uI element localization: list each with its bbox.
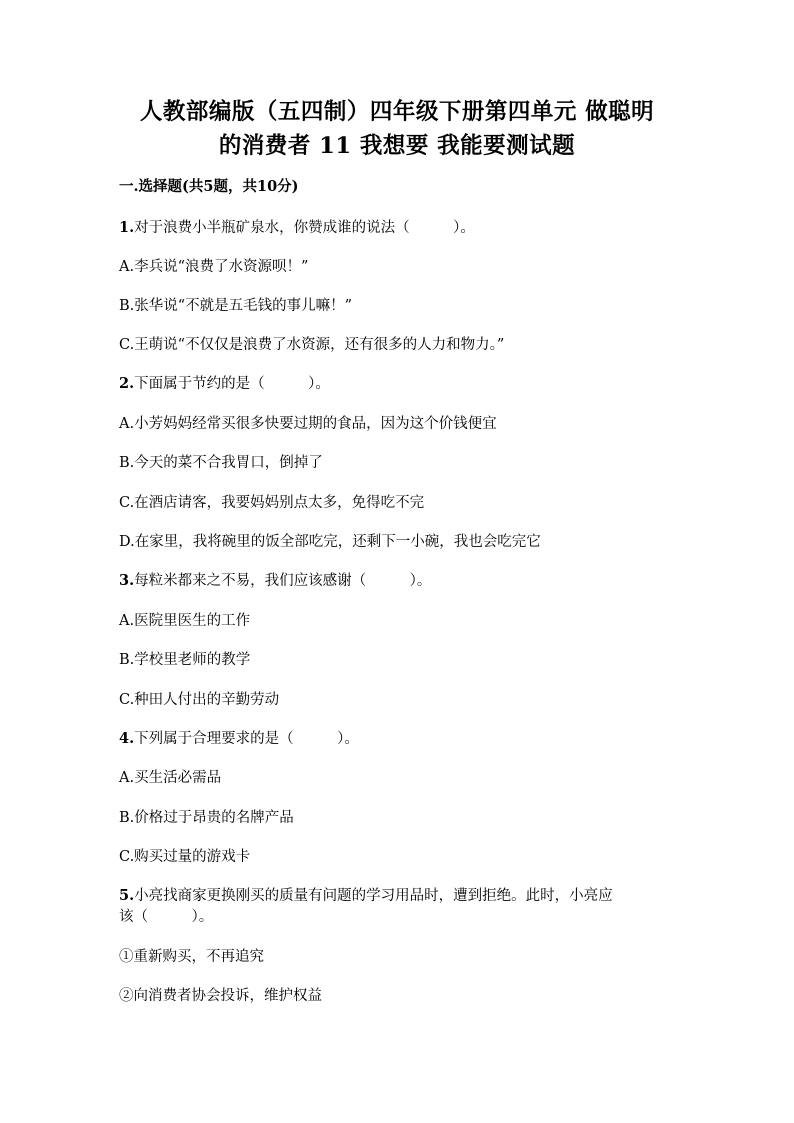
question-4-option-b: B.价格过于昂贵的名牌产品: [119, 810, 294, 826]
question-2-option-a: A.小芳妈妈经常买很多快要过期的食品，因为这个价钱便宜: [119, 416, 497, 432]
question-text: 每粒米都来之不易，我们应该感谢（ ）。: [134, 573, 432, 589]
question-4-option-a: A.买生活必需品: [119, 770, 222, 786]
question-3-option-a: A.医院里医生的工作: [119, 613, 251, 629]
question-4-stem: [119, 729, 359, 749]
question-text: 下列属于合理要求的是（ ）。: [134, 731, 359, 747]
question-5-stem-line-1: [119, 886, 613, 906]
section-heading: 一.选择题(共5题，共10分): [119, 178, 299, 195]
question-number: 4.: [119, 730, 135, 747]
question-text: 小亮找商家更换刚买的质量有问题的学习用品时，遭到拒绝。此时，小亮应: [134, 888, 613, 904]
question-1-stem: [119, 218, 475, 238]
question-2-option-c: C.在酒店请客，我要妈妈别点太多，免得吃不完: [119, 495, 425, 511]
question-text: 下面属于节约的是（ ）。: [134, 376, 330, 392]
document-title-line-1: 人教部编版（五四制）四年级下册第四单元 做聪明: [139, 99, 655, 125]
question-5-option-2: ②向消费者协会投诉，维护权益: [119, 988, 322, 1004]
question-text: 对于浪费小半瓶矿泉水，你赞成谁的说法（ ）。: [134, 220, 475, 236]
question-number: 3.: [119, 572, 135, 589]
question-3-option-c: C.种田人付出的辛勤劳动: [119, 692, 280, 708]
question-1-option-b: B.张华说“不就是五毛钱的事儿嘛！”: [119, 298, 353, 314]
document-title-line-2: 的消费者 11 我想要 我能要测试题: [218, 133, 576, 159]
question-5-option-1: ①重新购买，不再追究: [119, 949, 264, 965]
question-number: 5.: [119, 887, 135, 904]
question-4-option-c: C.购买过量的游戏卡: [119, 849, 251, 865]
question-3-stem: [119, 571, 431, 591]
question-3-option-b: B.学校里老师的教学: [119, 652, 251, 668]
question-2-option-b: B.今天的菜不合我胃口，倒掉了: [119, 455, 323, 471]
question-1-option-a: A.李兵说“浪费了水资源呗！”: [119, 259, 309, 275]
question-number: 1.: [119, 219, 135, 236]
question-1-option-c: C.王萌说“不仅仅是浪费了水资源，还有很多的人力和物力。”: [119, 337, 505, 353]
question-2-option-d: D.在家里，我将碗里的饭全部吃完，还剩下一小碗，我也会吃完它: [119, 534, 541, 550]
question-2-stem: [119, 374, 330, 394]
question-5-stem-line-2: 该（ ）。: [119, 909, 214, 925]
question-number: 2.: [119, 375, 135, 392]
